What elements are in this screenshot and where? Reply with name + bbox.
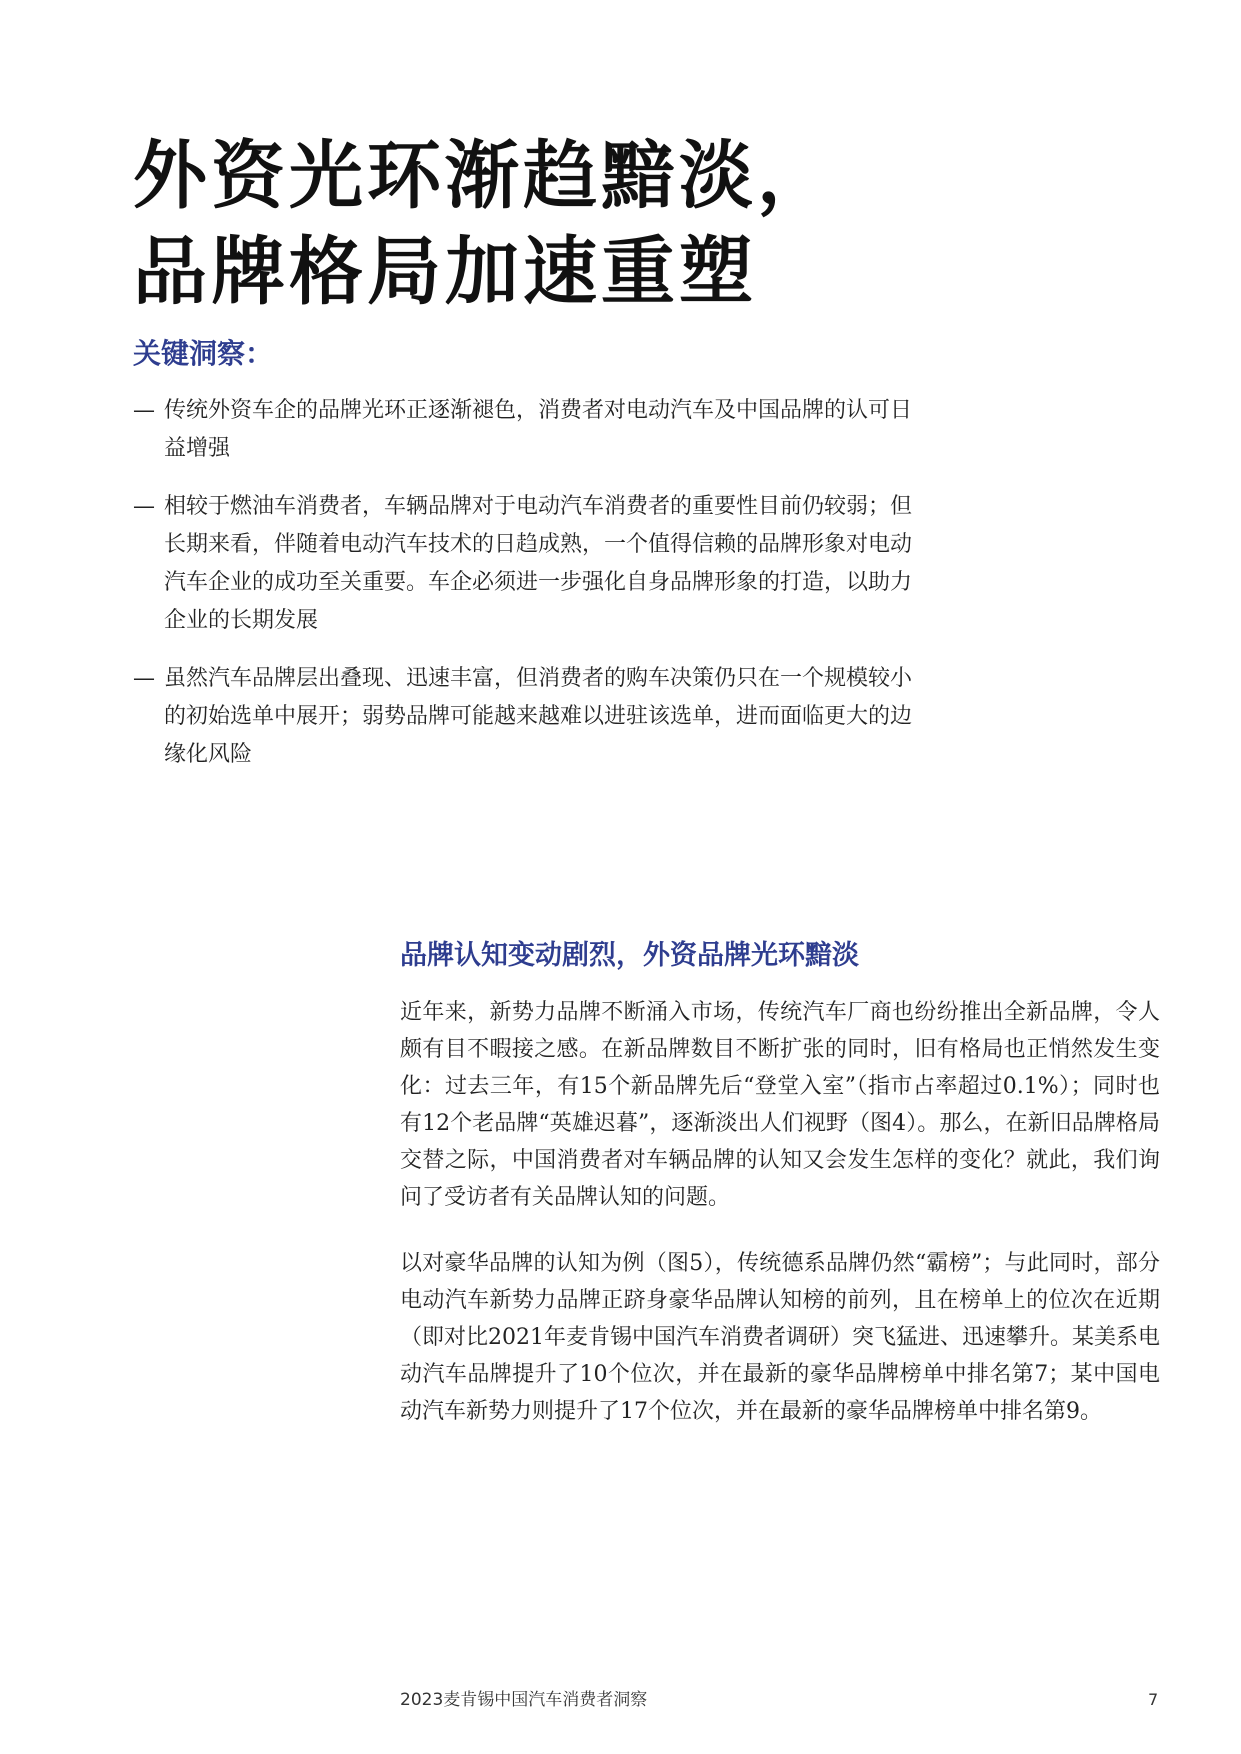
insight-item [133,392,923,468]
page-number: 7 [1148,1690,1159,1709]
insight-item [133,488,923,640]
body-paragraph-2: 以对豪华品牌的认知为例（图5），传统德系品牌仍然“霸榜”；与此同时，部分电动汽车新势力品牌正跻身豪华品牌认知榜的前列，且在榜单上的位次在近期（即对比2021年麦肯锡中国汽车消费者调研）突飞猛进、迅速攀升。某美系电动汽车品牌提升了10个位次，并在最新的豪华品牌榜单中排名第7；某中国电动汽车新势力则提升了17个位次，并在最新的豪华品牌榜单中排名第9。 [400,1251,1160,1424]
key-insights-list [133,392,923,794]
insight-text: 传统外资车企的品牌光环正逐渐褪色，消费者对电动汽车及中国品牌的认可日益增强 [164,398,913,461]
body-paragraph-1: 近年来，新势力品牌不断涌入市场，传统汽车厂商也纷纷推出全新品牌，令人颇有目不暇接之感。在新品牌数目不断扩张的同时，旧有格局也正悄然发生变化：过去三年，有15个新品牌先后“登堂入室”（指市占率超过0.1%）；同时也有12个老品牌“英雄迟暮”，逐渐淡出人们视野（图4）。那么，在新旧品牌格局交替之际，中国消费者对车辆品牌的认知又会发生怎样的变化？就此，我们询问了受访者有关品牌认知的问题。 [400,1000,1160,1210]
insight-text: 相较于燃油车消费者，车辆品牌对于电动汽车消费者的重要性目前仍较弱；但长期来看，伴随着电动汽车技术的日趋成熟，一个值得信赖的品牌形象对电动汽车企业的成功至关重要。车企必须进一步强化自身品牌形象的打造，以助力企业的长期发展 [164,494,913,633]
list-dash: — [133,398,155,423]
list-dash: — [133,666,155,691]
page-title-line-1: 外资光环渐趋黯淡， [133,133,835,219]
section-heading: 品牌认知变动剧烈，外资品牌光环黯淡 [400,940,859,971]
page-title-line-2: 品牌格局加速重塑 [133,229,757,315]
footer-report-title: 2023麦肯锡中国汽车消费者洞察 [400,1690,648,1710]
page-title [133,128,1033,320]
key-insights-heading: 关键洞察： [133,337,274,370]
insight-item [133,660,923,774]
insight-text: 虽然汽车品牌层出叠现、迅速丰富，但消费者的购车决策仍只在一个规模较小的初始选单中展开；弱势品牌可能越来越难以进驻该选单，进而面临更大的边缘化风险 [164,666,913,767]
list-dash: — [133,494,155,519]
